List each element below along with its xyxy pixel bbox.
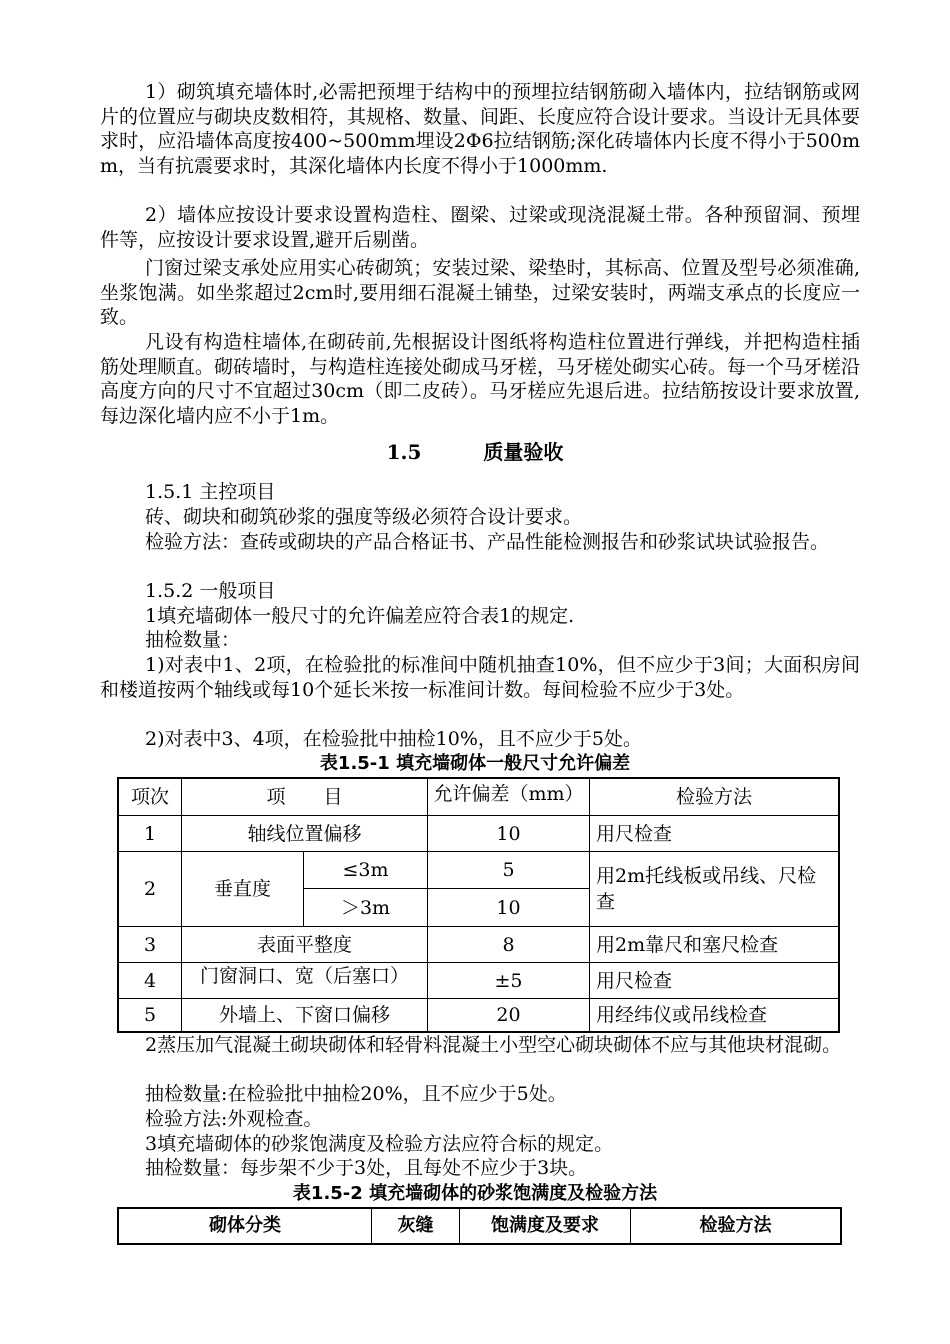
- paragraph-tie-bars: 1）砌筑填充墙体时,必需把预埋于结构中的预埋拉结钢筋砌入墙体内，拉结钢筋或网片的位置应与砌块皮数相符，其规格、数量、间距、长度应符合设计要求。当设计无具体要求时，应沿墙体高度按400~500mm埋设2Φ6拉结钢筋;深化砖墙体内长度不得小于500mm，当有抗震要求时，其深化墙体内长度不得小于1000mm.: [100, 81, 861, 177]
- tolerance-table: [117, 777, 840, 1033]
- section-number: 1.5: [386, 440, 422, 464]
- table-row-2-tolerance1: 5: [428, 852, 590, 889]
- table-row-5-tolerance: 20: [428, 999, 590, 1031]
- table2-header-fill: 饱满度及要求: [460, 1209, 631, 1243]
- table-row-4-method: 用尺检查: [590, 963, 838, 999]
- table-row-5-no: 5: [119, 999, 182, 1031]
- paragraph-sampling-per-step: 抽检数量：每步架不少于3处，且每处不应少于3块。: [145, 1157, 588, 1179]
- subsection-general-items: 1.5.2 一般项目: [145, 580, 276, 602]
- paragraph-sampling-20pct: 抽检数量:在检验批中抽检20%，且不应少于5处。: [145, 1083, 567, 1105]
- subsection-main-control: 1.5.1 主控项目: [145, 481, 276, 503]
- table-row-5-item: 外墙上、下窗口偏移: [182, 999, 428, 1031]
- table-row-3-tolerance: 8: [428, 927, 590, 963]
- table-row-2-no: 2: [119, 852, 182, 927]
- paragraph-toothed-joints: 凡设有构造柱墙体,在砌砖前,先根据设计图纸将构造柱位置进行弹线，并把构造柱插筋处理顺直。砌砖墙时，与构造柱连接处砌成马牙槎，马牙槎处砌实心砖。每一个马牙槎沿高度方向的尺寸不宜超过30cm（即二皮砖）。马牙槎应先退后进。拉结筋按设计要求放置,每边深化墙内应不小于1m。: [100, 331, 861, 427]
- paragraph-sampling-items-1-2: 1)对表中1、2项，在检验批的标准间中随机抽查10%，但不应少于3间；大面积房间和楼道按两个轴线或每10个延长米按一标准间计数。每间检验不应少于3处。: [100, 654, 860, 701]
- table-row-2-method: 用2m托线板或吊线、尺检查: [590, 852, 838, 927]
- paragraph-visual-inspection: 检验方法:外观检查。: [145, 1108, 323, 1130]
- paragraph-structural-columns: 2）墙体应按设计要求设置构造柱、圈梁、过梁或现浇混凝土带。各种预留洞、预埋件等，应按设计要求设置,避开后剔凿。: [100, 204, 860, 251]
- paragraph-inspection-method: 检验方法：查砖或砌块的产品合格证书、产品性能检测报告和砂浆试块试验报告。: [145, 531, 830, 553]
- table-row-4-item: 门窗洞口、宽（后塞口）: [182, 963, 428, 999]
- table2-header-joint: 灰缝: [372, 1209, 460, 1243]
- table-row-4-no: 4: [119, 963, 182, 999]
- table2-header-method: 检验方法: [699, 1215, 772, 1236]
- paragraph-no-mixed-masonry: 2蒸压加气混凝土砌块砌体和轻骨料混凝土小型空心砌块砌体不应与其他块材混砌。: [145, 1034, 842, 1056]
- table-row-2-item: 垂直度: [182, 852, 304, 927]
- table-row-3-item: 表面平整度: [182, 927, 428, 963]
- table-header-method: 检验方法: [590, 779, 838, 816]
- table-row-1-method: 用尺检查: [590, 816, 838, 852]
- table-row-3-method: 用2m靠尺和塞尺检查: [590, 927, 838, 963]
- table-row-2-sub2: ＞3m: [304, 889, 428, 927]
- table-row-4-tolerance: ±5: [428, 963, 590, 999]
- table2-header-type: 砌体分类: [119, 1209, 372, 1243]
- table-row-2-tolerance2: 10: [428, 889, 590, 927]
- table-row-2-sub1: ≤3m: [304, 852, 428, 889]
- paragraph-sampling-items-3-4: 2)对表中3、4项，在检验批中抽检10%，且不应少于5处。: [145, 728, 642, 750]
- section-title: 质量验收: [483, 440, 564, 464]
- table-row-5-method: 用经纬仪或吊线检查: [596, 1004, 768, 1026]
- mortar-fullness-table: [117, 1207, 842, 1245]
- table-header-tolerance: 允许偏差（mm）: [428, 779, 590, 816]
- paragraph-table1-ref: 1填充墙砌体一般尺寸的允许偏差应符合表1的规定.: [145, 605, 575, 627]
- paragraph-sampling-label: 抽检数量：: [145, 629, 241, 651]
- table-row-3-no: 3: [119, 927, 182, 963]
- table-header-item: 项 目: [182, 779, 428, 816]
- table1-caption: 表1.5-1 填充墙砌体一般尺寸允许偏差: [319, 753, 631, 774]
- table2-caption: 表1.5-2 填充墙砌体的砂浆饱满度及检验方法: [292, 1183, 658, 1204]
- table-row-1-tolerance: 10: [428, 816, 590, 852]
- table-header-no: 项次: [119, 779, 182, 816]
- section-heading: [0, 440, 950, 464]
- paragraph-strength-grade: 砖、砌块和砌筑砂浆的强度等级必须符合设计要求。: [145, 506, 583, 528]
- table-row-1-no: 1: [119, 816, 182, 852]
- paragraph-mortar-fullness: 3填充墙砌体的砂浆饱满度及检验方法应符合标的规定。: [145, 1133, 614, 1155]
- table-row-1-item: 轴线位置偏移: [182, 816, 428, 852]
- paragraph-lintels: 门窗过梁支承处应用实心砖砌筑；安装过梁、梁垫时，其标高、位置及型号必须准确,坐浆饱满。如坐浆超过2cm时,要用细石混凝土铺垫，过梁安装时，两端支承点的长度应一致。: [100, 257, 860, 328]
